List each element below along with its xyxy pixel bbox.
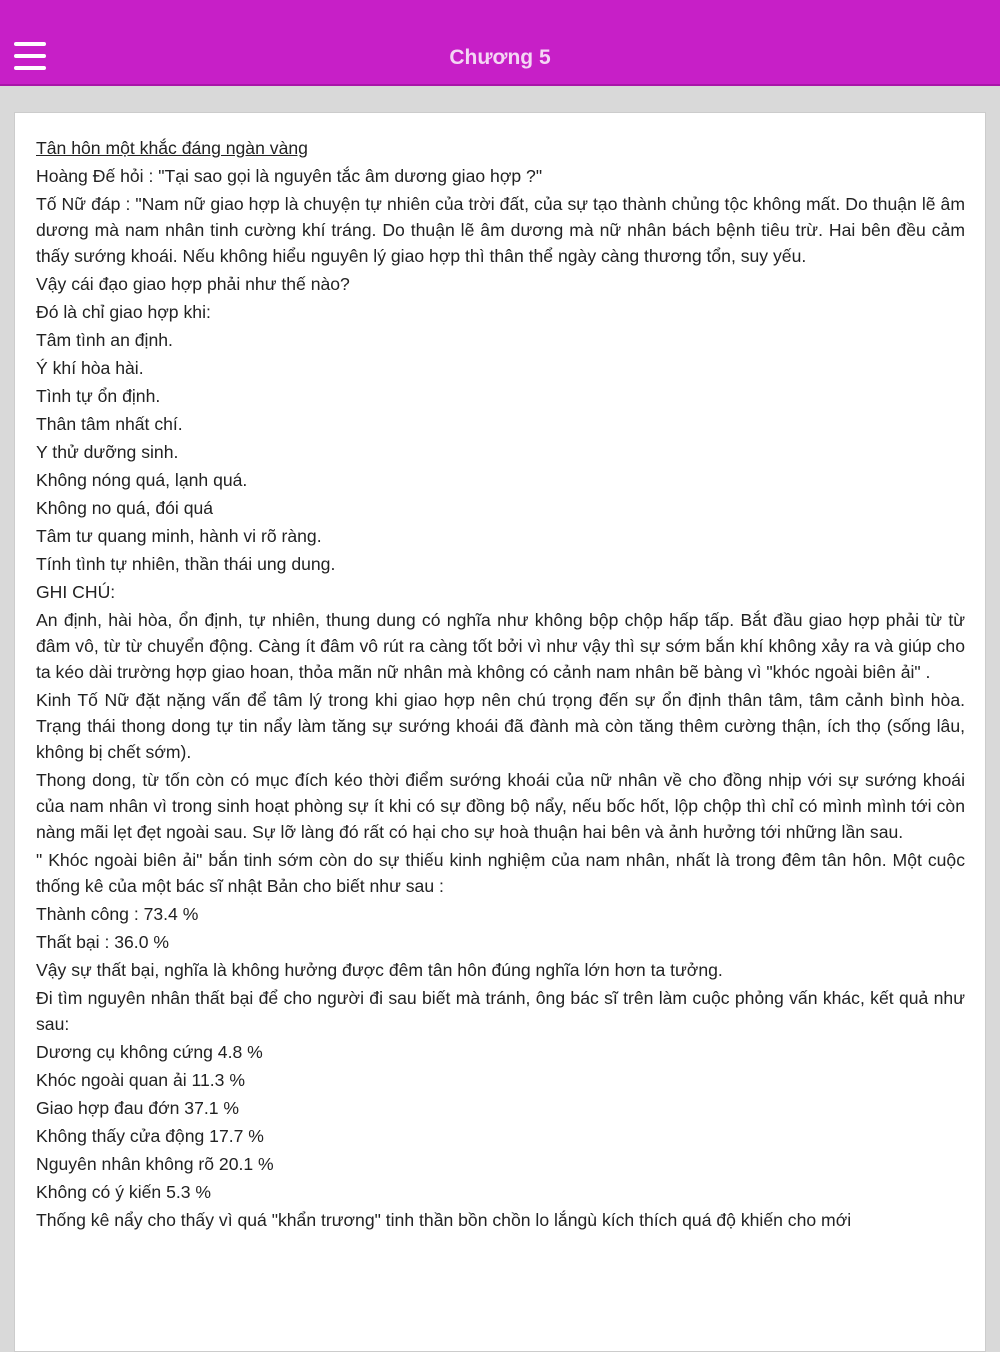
paragraph: Tính tình tự nhiên, thần thái ung dung. bbox=[36, 554, 336, 574]
paragraph: Vậy sự thất bại, nghĩa là không hưởng được đêm tân hôn đúng nghĩa lớn hơn ta tưởng. bbox=[36, 960, 723, 980]
paragraph: Thống kê nẩy cho thấy vì quá "khẩn trương" tinh thần bồn chồn lo lắngù kích thích quá độ khiến cho mới bbox=[36, 1210, 852, 1230]
paragraph: Y thử dưỡng sinh. bbox=[36, 442, 179, 462]
chapter-content[interactable] bbox=[14, 112, 986, 1352]
paragraph: Không có ý kiến 5.3 % bbox=[36, 1182, 212, 1202]
paragraph: Thong dong, từ tốn còn có mục đích kéo thời điểm sướng khoái của nữ nhân về cho đồng nhịp với sự sướng khoái của nam nhân vì trong sinh hoạt phòng sự ít khi có sự đồng bộ nẩy, nếu bốc hốt, lộp chộp thì chỉ có mình mình tới còn nàng mãi lẹt đẹt ngoài sau. Sự lỡ làng đó rất có hại cho sự hoà thuận hai bên và ảnh hưởng tới những lần sau. bbox=[36, 770, 965, 842]
paragraph: Không nóng quá, lạnh quá. bbox=[36, 470, 248, 490]
paragraph: Kinh Tố Nữ đặt nặng vấn để tâm lý trong khi giao hợp nên chú trọng đến sự ổn định thân tâm, tâm cảnh bình hòa. Trạng thái thong dong tự tin nẩy làm tăng sự sướng khoái đã đành mà còn tăng thêm cường thận, ích thọ (sống lâu, không bị chết sớm). bbox=[36, 690, 965, 762]
paragraph: Khóc ngoài quan ải 11.3 % bbox=[36, 1070, 246, 1090]
paragraph: GHI CHÚ: bbox=[36, 582, 116, 602]
paragraph: Tâm tư quang minh, hành vi rõ ràng. bbox=[36, 526, 322, 546]
paragraph: Tố Nữ đáp : "Nam nữ giao hợp là chuyện tự nhiên của trời đất, của sự tạo thành chủng tộc không mất. Do thuận lẽ âm dương mà nam nhân tinh cường khí tráng. Do thuận lẽ âm dương mà nữ nhân bách bệnh tiêu trừ. Hai bên đều cảm thấy sướng khoái. Nếu không hiểu nguyên lý giao hợp thì thân thể ngày càng thương tổn, suy yếu. bbox=[36, 194, 965, 266]
paragraph-list bbox=[36, 163, 965, 1235]
paragraph: Tình tự ổn định. bbox=[36, 386, 161, 406]
paragraph: Thân tâm nhất chí. bbox=[36, 414, 183, 434]
paragraph: Nguyên nhân không rõ 20.1 % bbox=[36, 1154, 274, 1174]
paragraph: Tâm tình an định. bbox=[36, 330, 173, 350]
paragraph: Đi tìm nguyên nhân thất bại để cho người đi sau biết mà tránh, ông bác sĩ trên làm cuộc phỏng vấn khác, kết quả như sau: bbox=[36, 988, 965, 1034]
paragraph: Vậy cái đạo giao hợp phải như thế nào? bbox=[36, 274, 350, 294]
paragraph: Giao hợp đau đớn 37.1 % bbox=[36, 1098, 240, 1118]
chapter-title: Chương 5 bbox=[449, 46, 551, 69]
paragraph: Không no quá, đói quá bbox=[36, 498, 214, 518]
paragraph: " Khóc ngoài biên ải" bắn tinh sớm còn do sự thiếu kinh nghiệm của nam nhân, nhất là trong đêm tân hôn. Một cuộc thống kê của một bác sĩ nhật Bản cho biết như sau : bbox=[36, 850, 965, 896]
paragraph: Thành công : 73.4 % bbox=[36, 904, 199, 924]
paragraph: Hoàng Đế hỏi : "Tại sao gọi là nguyên tắc âm dương giao hợp ?" bbox=[36, 166, 543, 186]
paragraph: An định, hài hòa, ổn định, tự nhiên, thung dung có nghĩa như không bộp chộp hấp tấp. Bắt đầu giao hợp phải từ từ đâm vô, từ từ chuyển động. Càng ít đâm vô rút ra càng tốt bởi vì như vậy thì sự sớm bắn khí không xảy ra và giúp cho ta kéo dài trường hợp giao hoan, thỏa mãn nữ nhân mà không có cảnh nam nhân bẽ bàng vì "khóc ngoài biên ải" . bbox=[36, 610, 965, 682]
paragraph: Thất bại : 36.0 % bbox=[36, 932, 170, 952]
paragraph: Dương cụ không cứng 4.8 % bbox=[36, 1042, 263, 1062]
paragraph: Đó là chỉ giao hợp khi: bbox=[36, 302, 211, 322]
paragraph: Ý khí hòa hài. bbox=[36, 358, 144, 378]
paragraph: Không thấy cửa động 17.7 % bbox=[36, 1126, 264, 1146]
top-app-bar bbox=[0, 0, 1000, 86]
section-heading: Tân hôn một khắc đáng ngàn vàng bbox=[36, 138, 308, 158]
